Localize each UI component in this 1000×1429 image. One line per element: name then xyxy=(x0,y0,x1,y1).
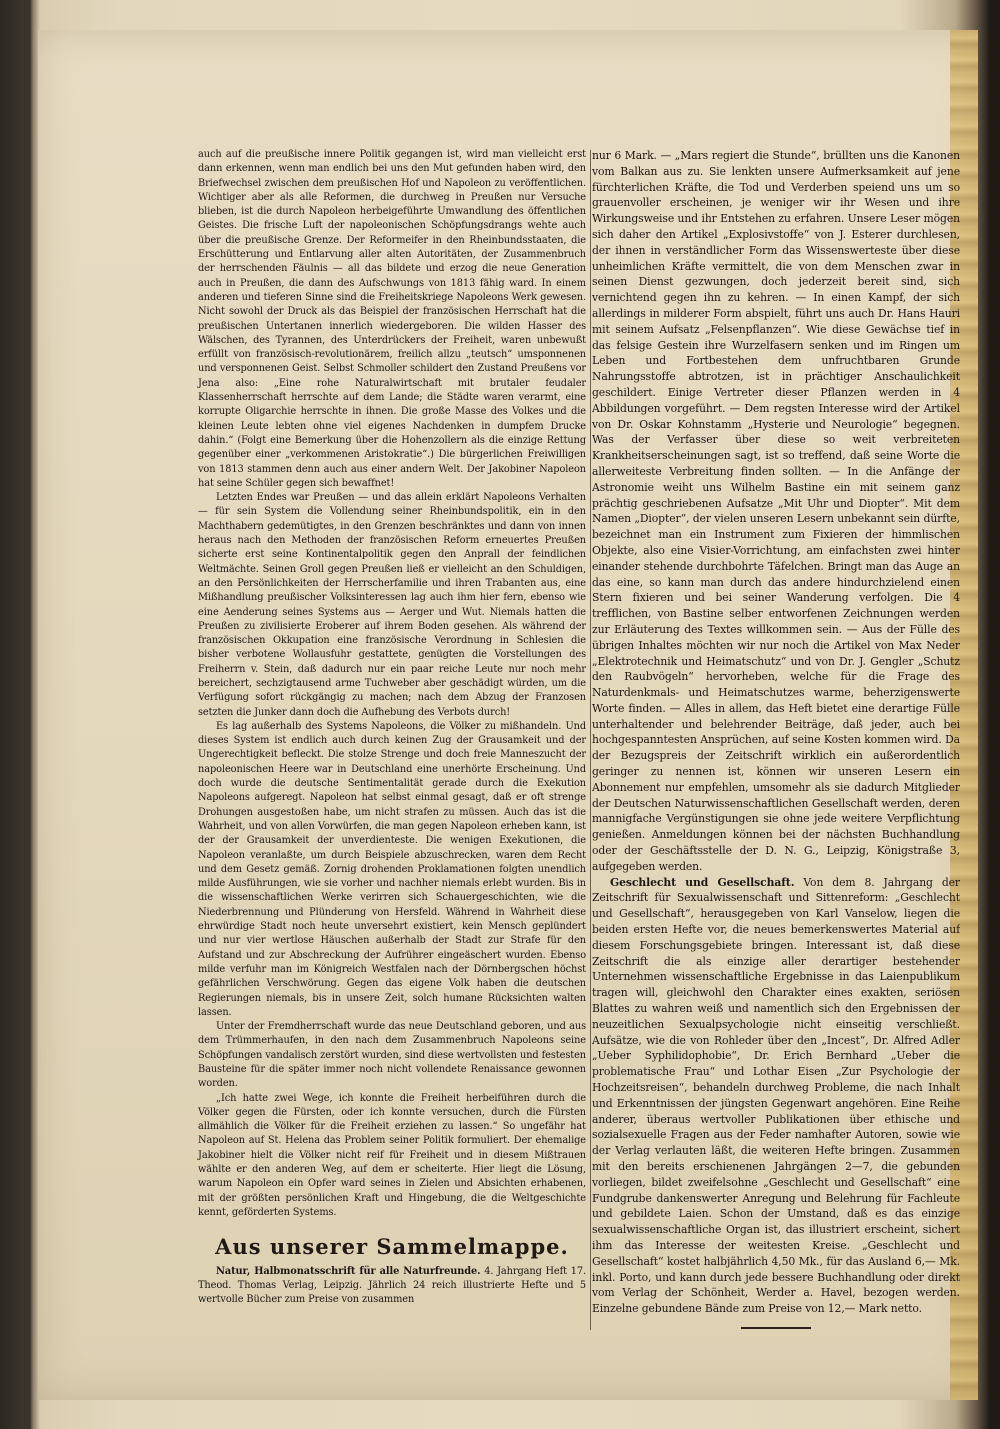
review-geschlecht xyxy=(592,875,960,1317)
left-paragraph-2: Letzten Endes war Preußen — und das allein erklärt Napoleons Verhalten — für sein System die Vollendung seiner Rheinbundspolitik, ein in den Machthabern gedemütigtes, in den Grenzen beschränktes und dann von innen heraus nach den Methoden der französischen Reform erneuertes Preußen sicherte erst seine Kontinentalpolitik gegen den Anprall der feindlichen Weltmächte. Seinen Groll gegen Preußen ließ er vielleicht an den Schuldigen, an den Persönlichkeiten der Herrscherfamilie und ihren Trabanten aus, eine Mißhandlung preußischer Volksinteressen lag auch ihm hier fern, ebenso wie eine Aenderung seines Systems aus — Aerger und Wut. Niemals hatten die Preußen zu zivilisierte Eroberer auf ihrem Boden gesehen. Als während der französischen Okkupation eine französische Verordnung in Schlesien die bisher verbotene Wollausfuhr gestattete, genügten die Vorstellungen des Freiherrn v. Stein, daß dadurch nur ein paar reiche Leute nur noch mehr bereichert, sechzigtausend arme Tuchweber aber geschädigt würden, um die Verfügung sofort rückgängig zu machen; nach dem Abzug der Franzosen setzten die Junker dann doch die Aufhebung des Verbots durch! xyxy=(198,492,586,718)
section-heading: Aus unserer Sammelmappe. xyxy=(215,1234,569,1260)
review-geschlecht-title: Geschlecht und Gesellschaft. xyxy=(610,875,795,889)
review-natur-title: Natur, Halbmonatsschrift für alle Naturfreunde. xyxy=(216,1265,481,1277)
review-natur xyxy=(198,1265,586,1308)
review-geschlecht-text: Von dem 8. Jahrgang der Zeitschrift für Sexualwissenschaft und Sittenreform: „Geschlecht und Gesellschaft“, herausgegeben von Karl Vanselow, liegen die beiden ersten Hefte vor, die neues bemerkenswertes Material auf diesem Forschungsgebiete bringen. Interessant ist, daß diese Zeitschrift die als einzige aller derartiger bestehender Unternehmen wissenschaftliche Ergebnisse in das Laienpublikum tragen will, gleichwohl den Charakter eines exakten, seriösen Blattes zu wahren weiß und namentlich sich den Ergebnissen der neuzeitlichen Sexualpsychologie nicht einseitig verschließt. Aufsätze, wie die von Rohleder über den „Incest“, Dr. Alfred Adler „Ueber Syphilidophobie“, Dr. Erich Bernhard „Ueber die problematische Frau“ und Lothar Eisen „Zur Psychologie der Hochzeitsreisen“, behandeln durchweg Probleme, die nach Inhalt und Erkenntnissen der jüngsten Gegenwart angehören. Eine Reihe anderer, überaus wertvoller Publikationen über ethische und sozialsexuelle Fragen aus der Feder namhafter Autoren, sowie wie der Verlag verlauten läßt, die weiteren Hefte bringen. Zusammen mit den bereits erschienenen Jahrgängen 2—7, die gebunden vorliegen, bildet zweifelsohne „Geschlecht und Gesellschaft“ eine Fundgrube dankenswerter Anregung und Belehrung für Fachleute und gebildete Laien. Schon der Umstand, daß es das einzige sexualwissenschaftliche Organ ist, das illustriert erscheint, sichert ihm das Interesse der weitesten Kreise. „Geschlecht und Gesellschaft“ kostet halbjährlich 4,50 Mk., für das Ausland 6,— Mk. inkl. Porto, und kann durch jede bessere Buchhandlung oder direkt vom Verlag der Schönheit, Werder a. Havel, bezogen werden. Einzelne gebundene Bände zum Preise von 12,— Mark netto. xyxy=(592,875,960,1316)
review-natur-text: 4. Jahrgang Heft 17. Theod. Thomas Verlag, Leipzig. Jährlich 24 reich illustrierte Hefte und 5 wertvolle Bücher zum Preise von zusammen xyxy=(198,1265,586,1306)
column-divider xyxy=(590,150,591,1330)
right-paragraph-1: nur 6 Mark. — „Mars regiert die Stunde“, brüllten uns die Kanonen vom Balkan aus zu. Sie lenkten unsere Aufmerksamkeit auf jene fürchterlichen Kräfte, die Tod und Verderben speiend uns um so grauenvoller erscheinen, je weniger wir ihr Wesen und ihre Wirkungsweise und ihr Entstehen zu erfahren. Unsere Leser mögen sich daher den Artikel „Explosivstoffe“ von J. Esterer durchlesen, der ihnen in verständlicher Form das Wissenswerteste über diese unheimlichen Kräfte vermittelt, die von dem Menschen zwar in seinen Dienst gezwungen, doch jederzeit bereit sind, sich vernichtend gegen ihn zu kehren. — In einen Kampf, der sich allerdings in milderer Form abspielt, führt uns auch Dr. Hans Hauri mit seinem Aufsatz „Felsenpflanzen“. Wie diese Gewächse tief in das felsige Gestein ihre Wurzelfasern senken und im Ringen um Leben und Fortbestehen dem unfruchtbaren Grunde Nahrungsstoffe abtrotzen, ist in prächtiger Anschaulichkeit geschildert. Einige Vertreter dieser Pflanzen werden in 4 Abbildungen vorgeführt. — Dem regsten Interesse wird der Artikel von Dr. Oskar Kohnstamm „Hysterie und Neurologie“ begegnen. Was der Verfasser über diese so weit verbreiteten Krankheitserscheinungen sagt, ist so treffend, daß seine Worte die allerweiteste Verbreitung finden sollten. — In die Anfänge der Astronomie weiht uns Wilhelm Bastine ein mit seinem ganz prächtig geschriebenen Aufsatze „Mit Uhr und Diopter“. Mit dem Namen „Diopter“, der vielen unseren Lesern unbekannt sein dürfte, bezeichnet man ein Instrument zum Fixieren der himmlischen Objekte, also eine Visier-Vorrichtung, am einfachsten zwei hinter einander stehende durchbohrte Täfelchen. Bringt man das Auge an das eine, so kann man durch das andere hindurchzielend einen Stern fixieren und bei seiner Wanderung verfolgen. Die 4 trefflichen, von Bastine selber entworfenen Zeichnungen werden zur Erläuterung des Textes willkommen sein. — Aus der Fülle des übrigen Inhaltes möchten wir nur noch die Artikel von Max Neder „Elektrotechnik und Heimatschutz“ und von Dr. J. Gengler „Schutz den Raubvögeln“ hervorheben, welche für die Frage des Naturdenkmals- und Heimatschutzes warme, beherzigenswerte Worte finden. — Alles in allem, das Heft bietet eine derartige Fülle unterhaltender und belehrender Beiträge, daß jeder, auch bei hochgespanntesten Ansprüchen, auf seine Kosten kommen wird. Da der Bezugspreis der Zeitschrift wirklich ein außerordentlich geringer zu nennen ist, können wir unseren Lesern ein Abonnement nur empfehlen, umsomehr als sie dadurch Mitglieder der Deutschen Naturwissenschaftlichen Gesellschaft werden, deren mannigfache Vergünstigungen sie ohne jede weitere Verpflichtung genießen. Anmeldungen können bei der nächsten Buchhandlung oder der Geschäftsstelle der D. N. G., Leipzig, Königstraße 3, aufgegeben werden. xyxy=(592,149,960,873)
left-paragraph-5: „Ich hatte zwei Wege, ich konnte die Freiheit herbeiführen durch die Völker gegen die Fürsten, oder ich konnte versuchen, durch die Fürsten allmählich die Völker für die Freiheit erziehen zu lassen.“ So ungefähr hat Napoleon auf St. Helena das Problem seiner Politik formuliert. Der ehemalige Jakobiner hielt die Völker nicht reif für Freiheit und in diesem Mißtrauen wählte er den anderen Weg, auf dem er scheiterte. Hier liegt die Lösung, warum Napoleon ein Opfer ward seines in Zielen und Absichten erhabenen, mit der größten persönlichen Kraft und Hingebung, die die Weltgeschichte kennt, geförderten Systems. xyxy=(198,1092,586,1218)
left-paragraph-3: Es lag außerhalb des Systems Napoleons, die Völker zu mißhandeln. Und dieses System ist endlich auch durch keinen Zug der Grausamkeit und der Ungerechtigkeit befleckt. Die stolze Strenge und doch freie Manneszucht der napoleonischen Heere war in Deutschland eine unerhörte Erscheinung. Und doch wurde die deutsche Sentimentalität gerade durch die Exekution Napoleons aufgeregt. Napoleon hat selbst einmal gesagt, daß er oft strenge Drohungen ausgestoßen habe, um nicht strafen zu müssen. Auch das ist die Wahrheit, und von allen Vorwürfen, die man gegen Napoleon erheben kann, ist der der Grausamkeit der unverdienteste. Die wenigen Exekutionen, die Napoleon veranlaßte, um durch Beispiele abzuschrecken, waren dem Recht und dem Gesetz gemäß. Zornig drohenden Proklamationen folgten unendlich milde Ausführungen, wie sie vorher und nachher niemals erlebt wurden. Bis in die wissenschaftlichen Werke verirren sich Schauergeschichten, wie die Niederbrennung und Plünderung von Hersfeld. Während in Wahrheit diese ehrwürdige Stadt noch heute unversehrt existiert, kein Mensch geplündert und nur vier wertlose Häuschen außerhalb der Stadt zur Strafe für den Aufstand und zur Abschreckung der Aufrührer eingeäschert wurden. Ebenso milde verfuhr man im Königreich Westfalen nach der Dörnbergschen höchst gefährlichen Verschwörung. Gegen das eigene Volk haben die deutschen Regierungen niemals, bis in unsere Zeit, solch humane Rücksichten walten lassen. xyxy=(198,720,586,1018)
right-column xyxy=(592,148,960,1329)
left-column xyxy=(198,148,586,1307)
left-paragraph-1: auch auf die preußische innere Politik gegangen ist, wird man vielleicht erst dann erkennen, wenn man endlich bei uns den Mut gefunden haben wird, den Briefwechsel zwischen dem preußischen Hof und Napoleon zu veröffentlichen. Wichtiger aber als alle Reformen, die durchweg in Preußen nur Versuche blieben, ist die durch Napoleon herbeigeführte Umwandlung des öffentlichen Geistes. Die frische Luft der napoleonischen Schöpfungsdrangs wehte auch über die preußische Grenze. Der Reformeifer in den Rheinbundsstaaten, die Erschütterung und Entlarvung aller alten Autoritäten, der Zusammenbruch der herrschenden Fäulnis — all das bildete und erzog die neue Generation auch in Preußen, die dann des Aufschwungs von 1813 fähig ward. In einem anderen und tieferen Sinne sind die Freiheitskriege Napoleons Werk gewesen. Nicht sowohl der Druck als das Beispiel der französischen Herrschaft hat die preußischen Untertanen innerlich wiedergeboren. Die wilden Hasser des Wälschen, des Tyrannen, des Unterdrückers der Freiheit, waren unbewußt erfüllt von französisch-revolutionärem, freilich allzu „teutsch“ umsponnenen und versponnenen Geist. Selbst Schmoller schildert den Zustand Preußens vor Jena also: „Eine rohe Naturalwirtschaft mit brutaler feudaler Klassenherrschaft herrschte auf dem Lande; die Städte waren verarmt, eine korrupte Oligarchie herrschte in ihnen. Die große Masse des Volkes und die kleinen Leute lebten ohne viel eigenes Nachdenken in dumpfem Drucke dahin.“ (Folgt eine Bemerkung über die Hohenzollern als die einzige Rettung gegenüber einer „verkommenen Aristokratie“.) Die bürgerlichen Freiwilligen von 1813 stammen denn auch aus einer andern Welt. Der Jakobiner Napoleon hat seine Schüler gegen sich bewaffnet! xyxy=(198,149,586,489)
end-rule xyxy=(741,1327,811,1329)
left-paragraph-4: Unter der Fremdherrschaft wurde das neue Deutschland geboren, und aus dem Trümmerhaufen, in den nach dem Zusammenbruch Napoleons seine Schöpfungen vandalisch zerstört wurden, sind diese wertvollsten und festesten Bausteine für die später immer noch nicht vollendete Renaissance gewonnen worden. xyxy=(198,1021,586,1090)
